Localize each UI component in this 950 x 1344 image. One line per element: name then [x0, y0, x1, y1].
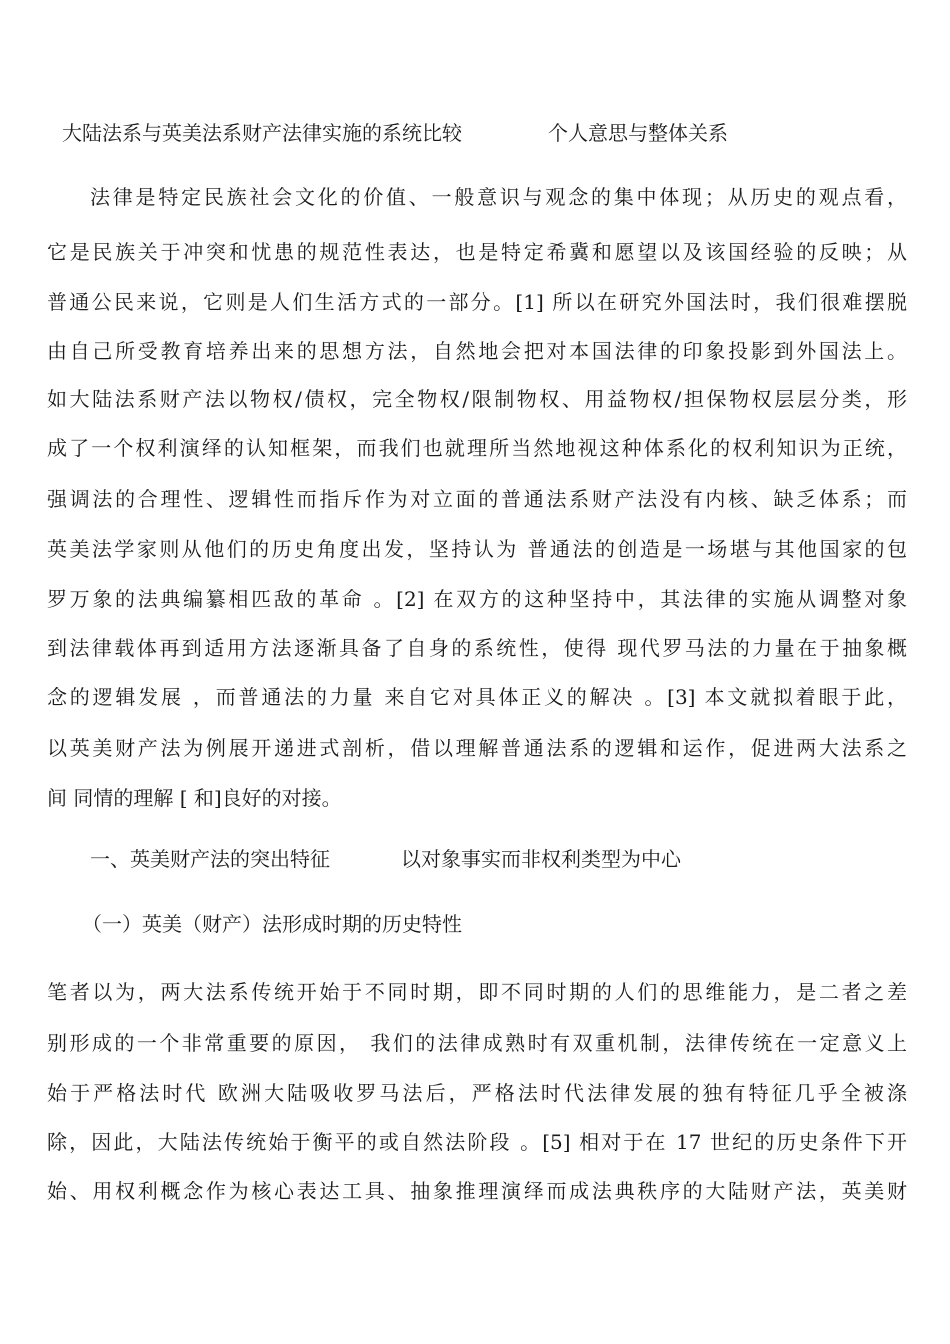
paragraph-line: 如大陆法系财产法以物权/债权，完全物权/限制物权、用益物权/担保物权层层分类，形: [47, 387, 907, 411]
section-heading: 一、英美财产法的突出特征: [90, 847, 330, 871]
section-heading-suffix: 以对象事实而非权利类型为中心: [401, 847, 681, 871]
paragraph-line: 它是民族关于冲突和忧患的规范性表达，也是特定希冀和愿望以及该国经验的反映；从: [47, 240, 907, 264]
subsection-heading: （一）英美（财产）法形成时期的历史特性: [82, 912, 462, 936]
paragraph-line: 由自己所受教育培养出来的思想方法，自然地会把对本国法律的印象投影到外国法上。: [47, 339, 907, 363]
paragraph-line: 成了一个权利演绎的认知框架，而我们也就理所当然地视这种体系化的权利知识为正统，: [47, 436, 907, 460]
paragraph-line: 英美法学家则从他们的历史角度出发，坚持认为 普通法的创造是一场堪与其他国家的包: [47, 537, 907, 561]
paragraph-line: 念的逻辑发展 ，而普通法的力量 来自它对具体正义的解决 。[3] 本文就拟着眼于此，: [47, 685, 907, 709]
paragraph-line: 罗万象的法典编纂相匹敌的革命 。[2] 在双方的这种坚持中，其法律的实施从调整对象: [47, 587, 907, 611]
paragraph-line: 以英美财产法为例展开递进式剖析，借以理解普通法系的逻辑和运作，促进两大法系之: [47, 736, 907, 760]
paragraph-line: 强调法的合理性、逻辑性而指斥作为对立面的普通法系财产法没有内核、缺乏体系；而: [47, 487, 907, 511]
paragraph-line: 别形成的一个非常重要的原因， 我们的法律成熟时有双重机制，法律传统在一定意义上: [47, 1031, 907, 1055]
paragraph-line: 始于严格法时代 欧洲大陆吸收罗马法后，严格法时代法律发展的独有特征几乎全被涤: [47, 1081, 907, 1105]
paragraph-line: 始、用权利概念作为核心表达工具、抽象推理演绎而成法典秩序的大陆财产法，英美财: [47, 1179, 907, 1203]
paragraph-line: 除，因此，大陆法传统始于衡平的或自然法阶段 。[5] 相对于在 17 世纪的历史条件下开: [47, 1130, 907, 1154]
document-title-suffix: 个人意思与整体关系: [548, 121, 728, 145]
paragraph-line: 普通公民来说，它则是人们生活方式的一部分。[1] 所以在研究外国法时，我们很难摆脱: [47, 290, 907, 314]
paragraph-line: 间 同情的理解 [ 和]良好的对接。: [47, 786, 342, 810]
paragraph-line: 到法律载体再到适用方法逐渐具备了自身的系统性，使得 现代罗马法的力量在于抽象概: [47, 636, 907, 660]
paragraph-line: 法律是特定民族社会文化的价值、一般意识与观念的集中体现；从历史的观点看，: [90, 185, 907, 209]
document-title: 大陆法系与英美法系财产法律实施的系统比较: [62, 121, 462, 145]
paragraph-line: 笔者以为，两大法系传统开始于不同时期，即不同时期的人们的思维能力，是二者之差: [47, 980, 907, 1004]
